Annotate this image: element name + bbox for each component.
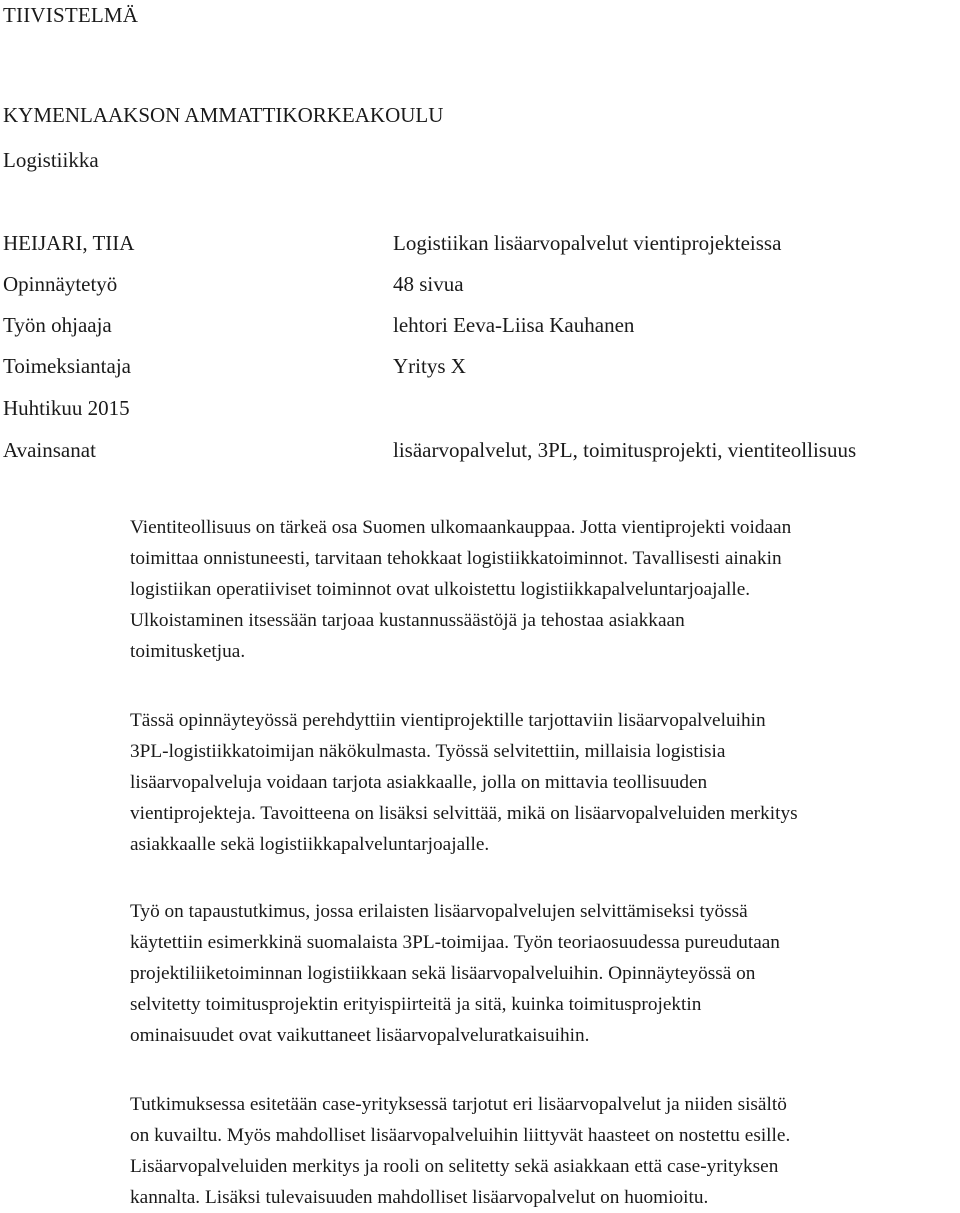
abstract-line: vientiprojekteja. Tavoitteena on lisäksi selvittää, mikä on lisäarvopalveluiden merkitys	[130, 803, 798, 824]
meta-label-author: HEIJARI, TIIA	[3, 231, 135, 255]
meta-label-date: Huhtikuu 2015	[3, 396, 130, 420]
abstract-line: projektiliiketoiminnan logistiikkaan sekä lisäarvopalveluihin. Opinnäyteyössä on	[130, 963, 756, 984]
abstract-line: 3PL-logistiikkatoimijan näkökulmasta. Työssä selvitettiin, millaisia logistisia	[130, 741, 726, 762]
abstract-line: asiakkaalle sekä logistiikkapalveluntarjoajalle.	[130, 834, 490, 855]
abstract-line: logistiikan operatiiviset toiminnot ovat ulkoistettu logistiikkapalveluntarjoajalle.	[130, 579, 751, 600]
abstract-line: Tutkimuksessa esitetään case-yrityksessä tarjotut eri lisäarvopalvelut ja niiden sisältö	[130, 1094, 787, 1115]
abstract-paragraph-3	[130, 896, 960, 1051]
abstract-line: Työ on tapaustutkimus, jossa erilaisten lisäarvopalvelujen selvittämiseksi työssä	[130, 901, 748, 922]
meta-value-keywords: lisäarvopalvelut, 3PL, toimitusprojekti, vientiteollisuus	[393, 438, 857, 462]
meta-value-supervisor: lehtori Eeva-Liisa Kauhanen	[393, 313, 635, 337]
abstract-line: käytettiin esimerkkinä suomalaista 3PL-toimijaa. Työn teoriaosuudessa pureudutaan	[130, 932, 780, 953]
abstract-line: on kuvailtu. Myös mahdolliset lisäarvopalveluihin liittyvät haasteet on nostettu esille.	[130, 1125, 791, 1146]
meta-value-commissioner: Yritys X	[393, 354, 466, 378]
abstract-paragraph-4	[130, 1089, 960, 1213]
abstract-line: toimitusketjua.	[130, 641, 246, 662]
meta-value-pages: 48 sivua	[393, 272, 464, 296]
abstract-line: Ulkoistaminen itsessään tarjoaa kustannussäästöjä ja tehostaa asiakkaan	[130, 610, 685, 631]
meta-value-thesis-title: Logistiikan lisäarvopalvelut vientiprojekteissa	[393, 231, 782, 255]
abstract-line: lisäarvopalveluja voidaan tarjota asiakkaalle, jolla on mittavia teollisuuden	[130, 772, 708, 793]
abstract-paragraph-1	[130, 512, 960, 667]
abstract-line: toimittaa onnistuneesti, tarvitaan tehokkaat logistiikkatoiminnot. Tavallisesti ainakin	[130, 548, 782, 569]
page-title: TIIVISTELMÄ	[3, 3, 139, 27]
abstract-line: kannalta. Lisäksi tulevaisuuden mahdolliset lisäarvopalvelut on huomioitu.	[130, 1187, 709, 1208]
abstract-line: Tässä opinnäyteyössä perehdyttiin vientiprojektille tarjottaviin lisäarvopalveluihin	[130, 710, 766, 731]
school-name: KYMENLAAKSON AMMATTIKORKEAKOULU	[3, 103, 444, 127]
meta-label-supervisor: Työn ohjaaja	[3, 313, 112, 337]
meta-label-keywords: Avainsanat	[3, 438, 96, 462]
abstract-line: Lisäarvopalveluiden merkitys ja rooli on selitetty sekä asiakkaan että case-yrityksen	[130, 1156, 779, 1177]
meta-label-commissioner: Toimeksiantaja	[3, 354, 131, 378]
department-name: Logistiikka	[3, 148, 99, 172]
meta-label-thesis: Opinnäytetyö	[3, 272, 118, 296]
abstract-line: Vientiteollisuus on tärkeä osa Suomen ulkomaankauppaa. Jotta vientiprojekti voidaan	[130, 517, 792, 538]
abstract-line: ominaisuudet ovat vaikuttaneet lisäarvopalveluratkaisuihin.	[130, 1025, 590, 1046]
abstract-line: selvitetty toimitusprojektin erityispiirteitä ja sitä, kuinka toimitusprojektin	[130, 994, 702, 1015]
abstract-paragraph-2	[130, 705, 960, 860]
